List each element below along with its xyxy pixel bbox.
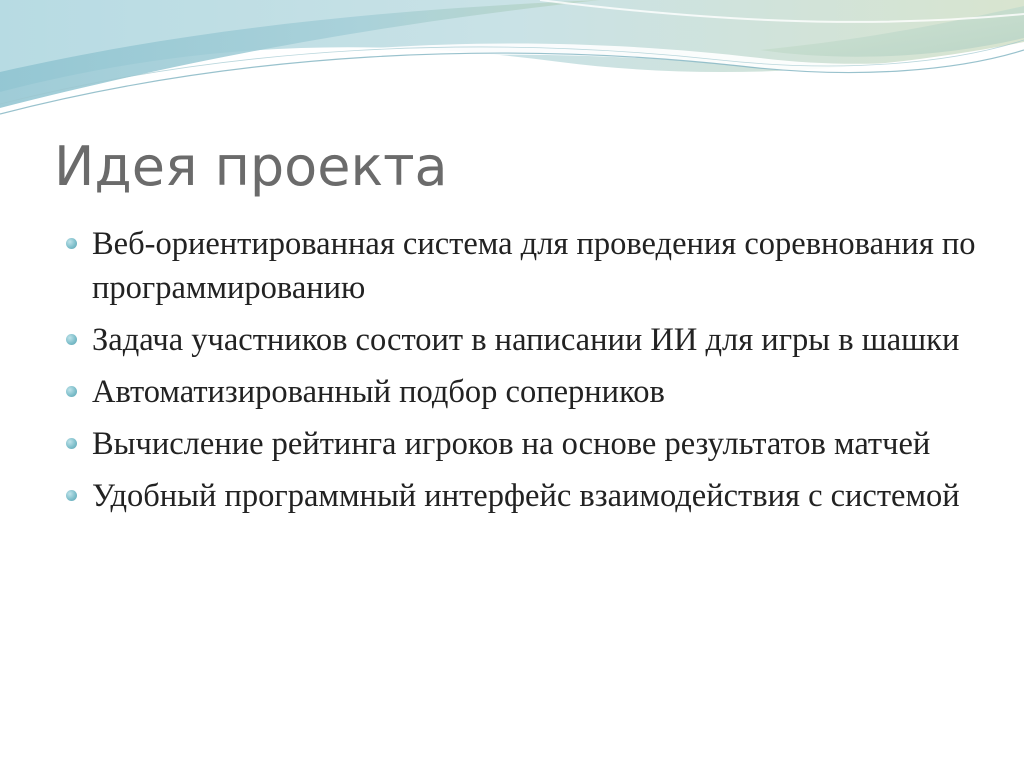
- bullet-list: [66, 222, 986, 526]
- bullet-dot-icon: [66, 386, 77, 397]
- bullet-text: Автоматизированный подбор соперников: [92, 374, 665, 410]
- bullet-item: [66, 474, 986, 518]
- bullet-item: [66, 422, 986, 466]
- slide-title: Идея проекта: [54, 135, 448, 198]
- bullet-dot-icon: [66, 238, 77, 249]
- bullet-dot-icon: [66, 334, 77, 345]
- bullet-text: Задача участников состоит в написании ИИ для игры в шашки: [92, 322, 960, 358]
- bullet-dot-icon: [66, 490, 77, 501]
- bullet-text: Удобный программный интерфейс взаимодействия с системой: [92, 478, 960, 514]
- bullet-item: [66, 222, 986, 310]
- bullet-text: Веб-ориентированная система для проведения соревнования по программированию: [92, 226, 976, 306]
- bullet-item: [66, 318, 986, 362]
- bullet-dot-icon: [66, 438, 77, 449]
- header-wave-graphic: [0, 0, 1024, 130]
- bullet-item: [66, 370, 986, 414]
- bullet-text: Вычисление рейтинга игроков на основе результатов матчей: [92, 426, 931, 462]
